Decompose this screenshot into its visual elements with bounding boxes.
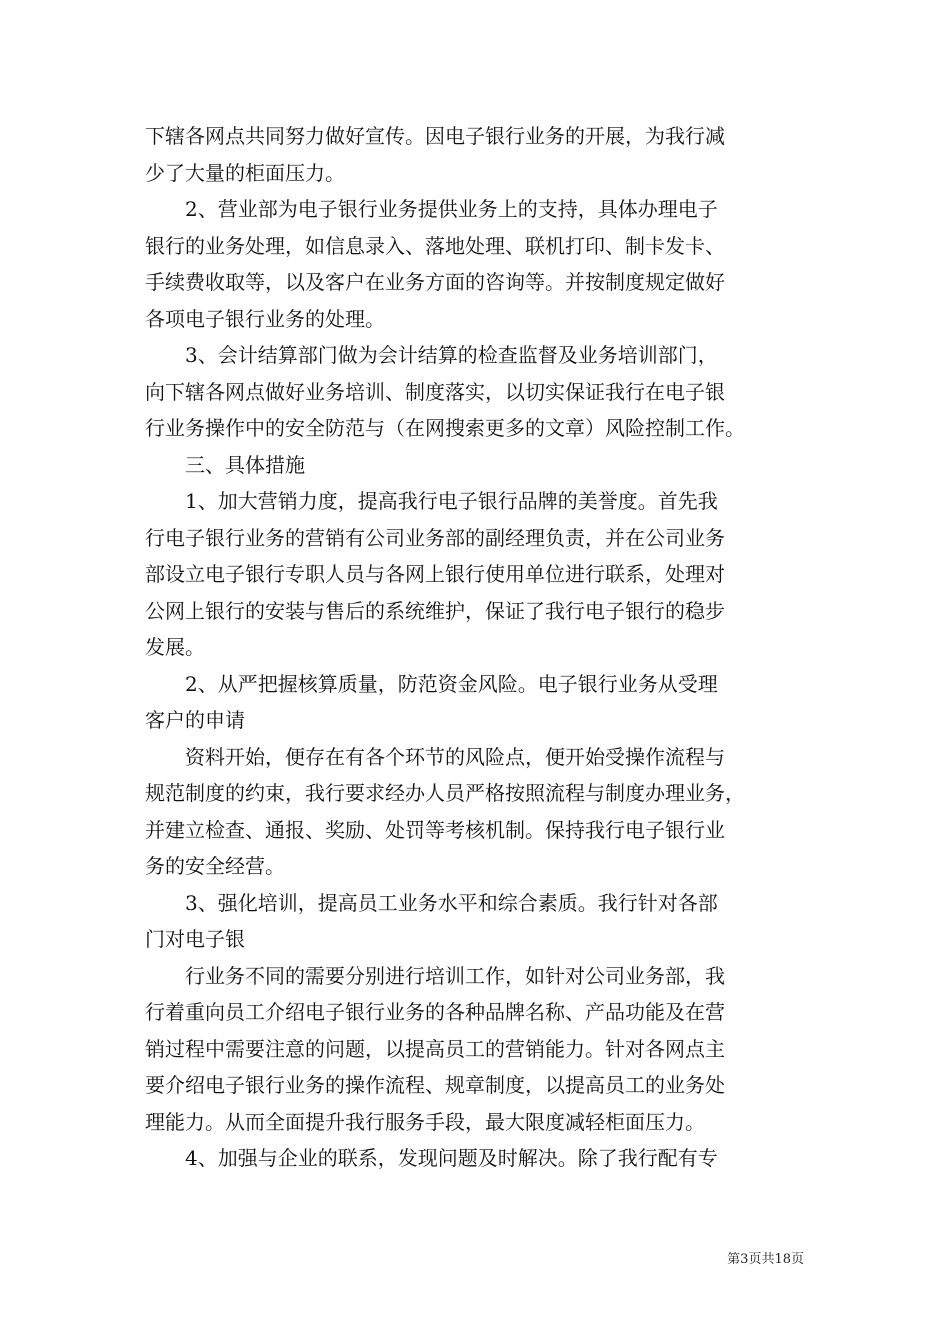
text-line: 银行的业务处理，如信息录入、落地处理、联机打印、制卡发卡、 xyxy=(145,233,725,258)
text-line: 行业务操作中的安全防范与（在网搜索更多的文章）风险控制工作。 xyxy=(145,416,745,440)
text-line: 2、从严把握核算质量，防范资金风险。电子银行业务从受理 xyxy=(185,671,718,696)
text-line: 资料开始，便存在有各个环节的风险点，便开始受操作流程与 xyxy=(185,744,725,769)
text-line: 务的安全经营。 xyxy=(145,854,285,878)
text-line: 理能力。从而全面提升我行服务手段，最大限度减轻柜面压力。 xyxy=(145,1109,705,1134)
text-line: 部设立电子银行专职人员与各网上银行使用单位进行联系，处理对 xyxy=(145,562,725,586)
text-line: 并建立检查、通报、奖励、处罚等考核机制。保持我行电子银行业 xyxy=(145,817,725,842)
text-line: 少了大量的柜面压力。 xyxy=(145,160,345,185)
text-line: 下辖各网点共同努力做好宣传。因电子银行业务的开展，为我行减 xyxy=(145,124,725,148)
page-number-footer: 第3页共18页 xyxy=(727,1252,804,1267)
text-line: 行业务不同的需要分别进行培训工作，如针对公司业务部，我 xyxy=(185,963,725,988)
text-line: 公网上银行的安装与售后的系统维护，保证了我行电子银行的稳步 xyxy=(145,598,725,623)
text-line: 行着重向员工介绍电子银行业务的各种品牌名称、产品功能及在营 xyxy=(145,1000,725,1024)
text-line: 客户的申请 xyxy=(145,708,245,732)
text-line: 规范制度的约束，我行要求经办人员严格按照流程与制度办理业务， xyxy=(145,781,745,805)
text-line: 行电子银行业务的营销有公司业务部的副经理负责，并在公司业务 xyxy=(145,525,725,550)
text-line: 手续费收取等，以及客户在业务方面的咨询等。并按制度规定做好 xyxy=(145,270,725,294)
document-body xyxy=(145,118,810,1177)
text-line: 要介绍电子银行业务的操作流程、规章制度，以提高员工的业务处 xyxy=(145,1073,725,1097)
text-line: 1、加大营销力度，提高我行电子银行品牌的美誉度。首先我 xyxy=(185,489,718,513)
text-line: 2、营业部为电子银行业务提供业务上的支持，具体办理电子 xyxy=(185,197,718,221)
text-line: 向下辖各网点做好业务培训、制度落实，以切实保证我行在电子银 xyxy=(145,379,725,404)
text-line: 销过程中需要注意的问题，以提高员工的营销能力。针对各网点主 xyxy=(145,1036,725,1061)
text-line: 4、加强与企业的联系，发现问题及时解决。除了我行配有专 xyxy=(185,1146,718,1170)
text-line: 各项电子银行业务的处理。 xyxy=(145,306,385,331)
text-line: 3、强化培训，提高员工业务水平和综合素质。我行针对各部 xyxy=(185,890,718,915)
text-line: 发展。 xyxy=(145,635,205,659)
text-line: 门对电子银 xyxy=(145,927,245,951)
text-line: 3、会计结算部门做为会计结算的检查监督及业务培训部门， xyxy=(185,343,718,367)
text-line: 三、具体措施 xyxy=(185,452,305,477)
